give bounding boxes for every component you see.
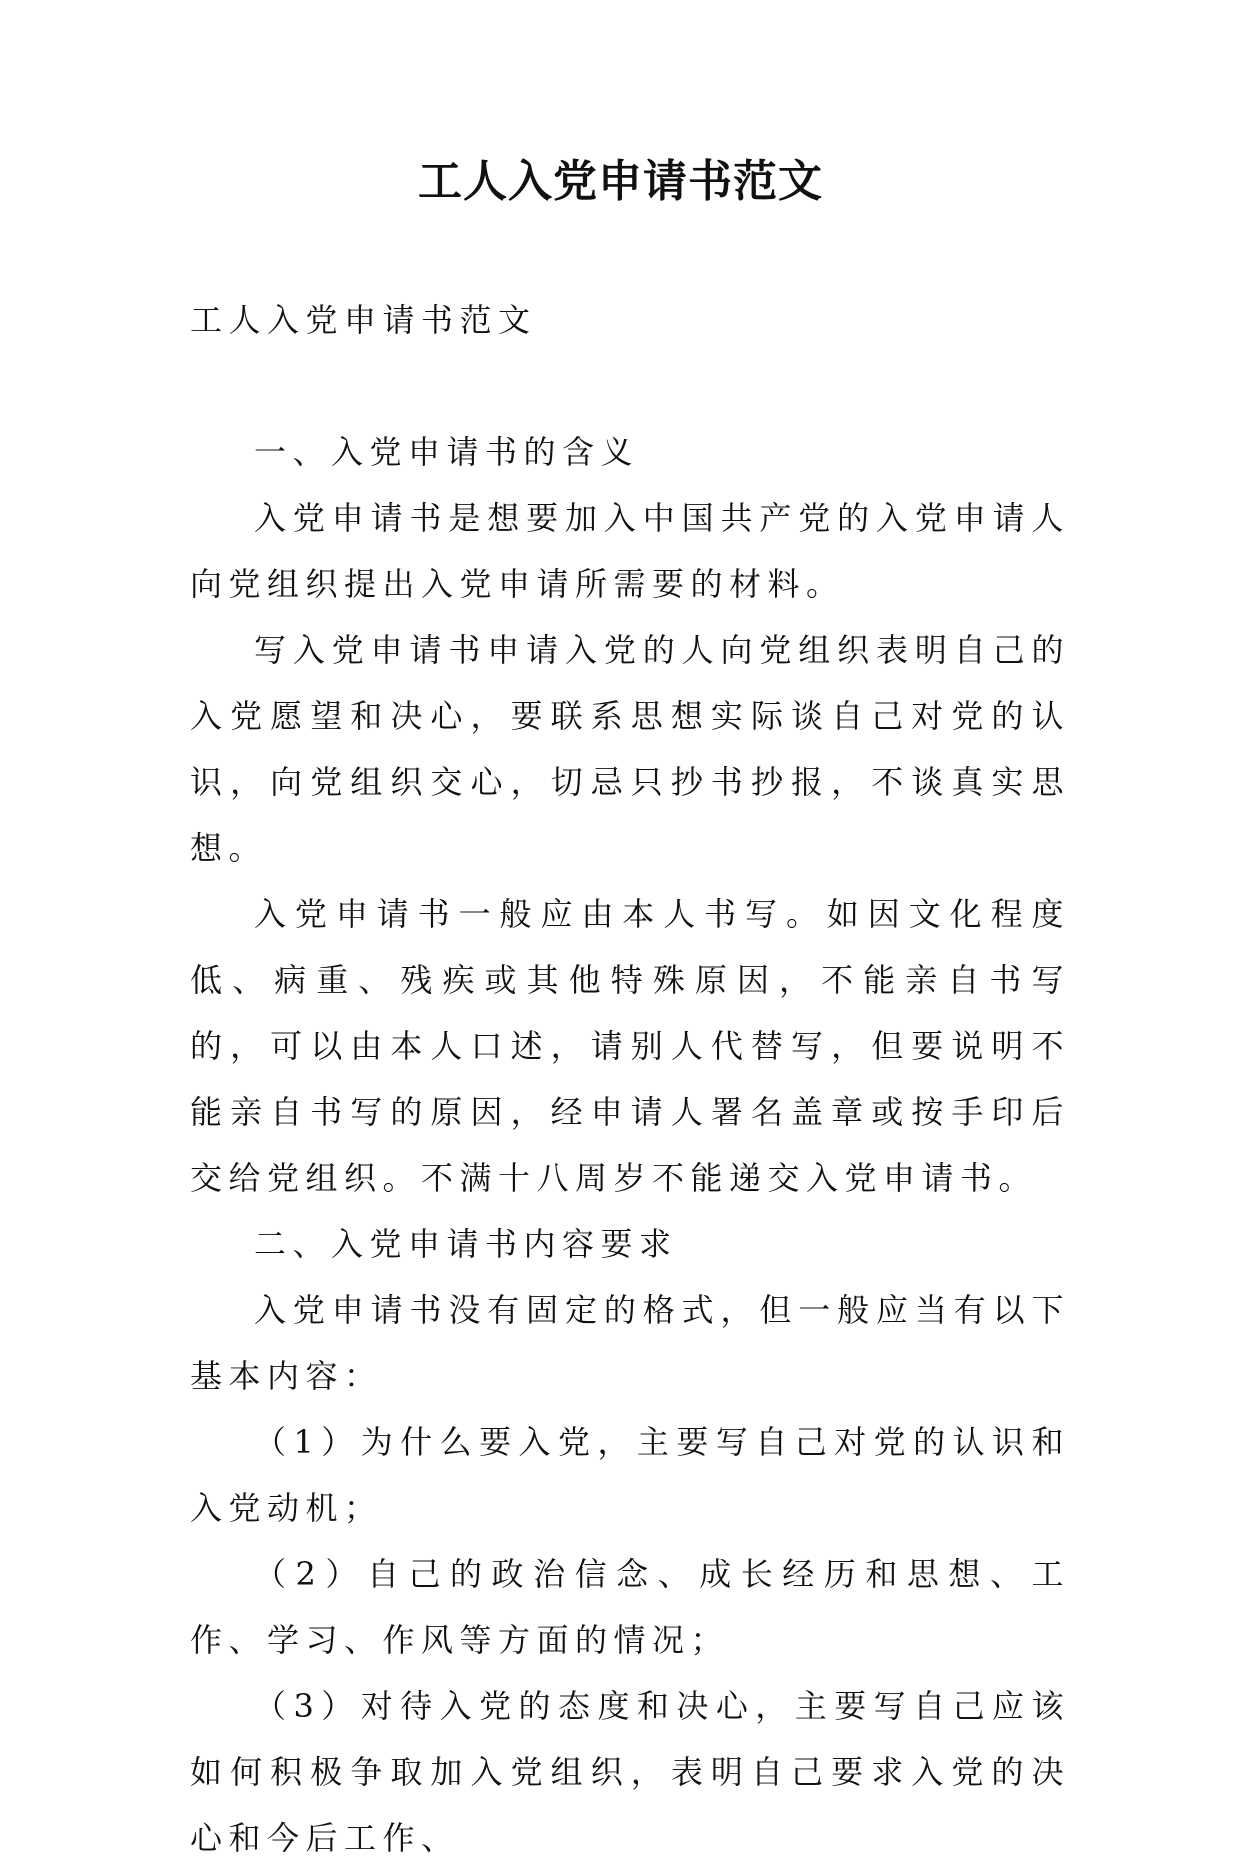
document-subtitle: 工人入党申请书范文 bbox=[190, 301, 537, 339]
document-body bbox=[190, 287, 1070, 1871]
list-item: （3）对待入党的态度和决心，主要写自己应该如何积极争取加入党组织，表明自己要求入党的决心和今后工作、 bbox=[190, 1687, 1070, 1857]
section-heading-meaning: 一、入党申请书的含义 bbox=[254, 433, 640, 471]
list-item: （2）自己的政治信念、成长经历和思想、工作、学习、作风等方面的情况； bbox=[190, 1555, 1070, 1659]
list-item: （1）为什么要入党，主要写自己对党的认识和入党动机； bbox=[190, 1423, 1070, 1527]
paragraph: 入党申请书一般应由本人书写。如因文化程度低、病重、残疾或其他特殊原因，不能亲自书写的，可以由本人口述，请别人代替写，但要说明不能亲自书写的原因，经申请人署名盖章或按手印后交给党组织。不满十八周岁不能递交入党申请书。 bbox=[190, 895, 1070, 1197]
section-heading-requirements: 二、入党申请书内容要求 bbox=[254, 1225, 678, 1263]
paragraph: 入党申请书没有固定的格式，但一般应当有以下基本内容： bbox=[190, 1291, 1070, 1395]
document-title: 工人入党申请书范文 bbox=[418, 156, 823, 207]
paragraph: 写入党申请书申请入党的人向党组织表明自己的入党愿望和决心，要联系思想实际谈自己对党的认识，向党组织交心，切忌只抄书抄报，不谈真实思想。 bbox=[190, 631, 1070, 867]
paragraph: 入党申请书是想要加入中国共产党的入党申请人向党组织提出入党申请所需要的材料。 bbox=[190, 499, 1070, 603]
